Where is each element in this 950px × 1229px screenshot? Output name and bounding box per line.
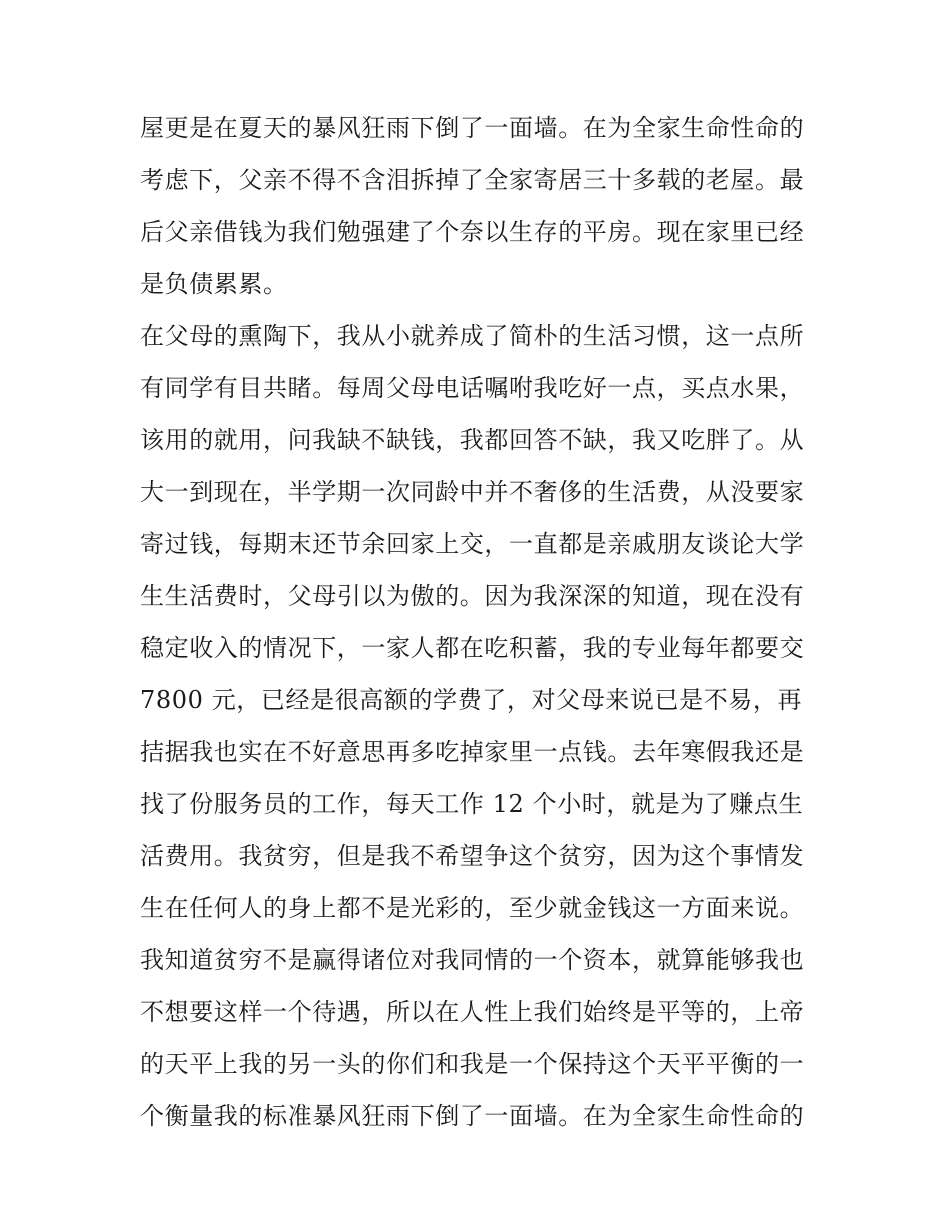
text-line: 考虑下，父亲不得不含泪拆掉了全家寄居三十多载的老屋。最 — [140, 166, 805, 194]
body-text — [140, 108, 820, 1148]
text-line: 该用的就用，问我缺不缺钱，我都回答不缺，我又吃胖了。从 — [140, 426, 805, 454]
text-line: 屋更是在夏天的暴风狂雨下倒了一面墙。在为全家生命性命的 — [140, 114, 805, 142]
text-line: 是负债累累。 — [140, 270, 288, 298]
text-line: 寄过钱，每期末还节余回家上交，一直都是亲戚朋友谈论大学 — [140, 530, 805, 558]
text-line: 有同学有目共睹。每周父母电话嘱咐我吃好一点，买点水果， — [140, 374, 805, 402]
text-line: 活费用。我贫穷，但是我不希望争这个贫穷，因为这个事情发 — [140, 842, 805, 870]
text-line: 拮据我也实在不好意思再多吃掉家里一点钱。去年寒假我还是 — [140, 738, 805, 766]
text-line: 大一到现在，半学期一次同龄中并不奢侈的生活费，从没要家 — [140, 478, 805, 506]
text-line: 生在任何人的身上都不是光彩的，至少就金钱这一方面来说。 — [140, 894, 805, 922]
text-line: 找了份服务员的工作，每天工作 12 个小时，就是为了赚点生 — [140, 790, 804, 818]
text-line: 生生活费时，父母引以为傲的。因为我深深的知道，现在没有 — [140, 582, 805, 610]
text-line: 不想要这样一个待遇，所以在人性上我们始终是平等的，上帝 — [140, 998, 805, 1026]
text-line: 在父母的熏陶下，我从小就养成了简朴的生活习惯，这一点所 — [140, 322, 805, 350]
text-line: 后父亲借钱为我们勉强建了个奈以生存的平房。现在家里已经 — [140, 218, 805, 246]
text-line: 个衡量我的标准暴风狂雨下倒了一面墙。在为全家生命性命的 — [140, 1102, 805, 1130]
text-line: 稳定收入的情况下，一家人都在吃积蓄，我的专业每年都要交 — [140, 634, 805, 662]
text-line: 7800 元，已经是很高额的学费了，对父母来说已是不易，再 — [140, 686, 803, 714]
text-line: 的天平上我的另一头的你们和我是一个保持这个天平平衡的一 — [140, 1050, 805, 1078]
text-line: 我知道贫穷不是赢得诸位对我同情的一个资本，就算能够我也 — [140, 946, 805, 974]
